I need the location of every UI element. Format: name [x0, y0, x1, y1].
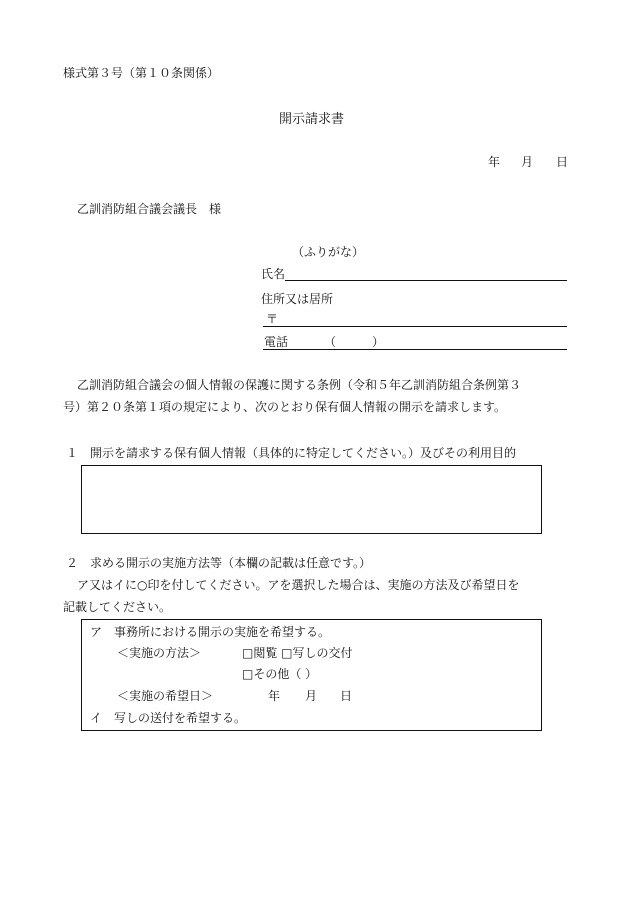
name-label: 氏名 — [261, 267, 286, 281]
section-2-note-line-1: ア又はイに○印を付してください。アを選択した場合は、実施の方法及び希望日を — [77, 578, 520, 592]
preferred-date-month: 月 — [305, 689, 318, 703]
intro-line-1: 乙訓消防組合議会の個人情報の保護に関する条例（令和５年乙訓消防組合条例第３ — [77, 378, 522, 392]
disclosure-method-box — [81, 619, 542, 731]
preferred-date-year: 年 — [268, 689, 281, 703]
personal-info-box[interactable] — [81, 465, 542, 534]
date-month-label: 月 — [521, 155, 534, 169]
method-label: ＜実施の方法＞ — [117, 646, 202, 660]
section-2-note-line-2: 記載してください。 — [63, 600, 172, 614]
address-label: 住所又は居所 — [261, 292, 334, 306]
preferred-date-day: 日 — [340, 689, 353, 703]
method-choices[interactable]: □閲覧 □写しの交付 — [242, 646, 353, 660]
furigana-label: （ふりがな） — [292, 245, 365, 259]
method-other[interactable]: □その他（ ） — [242, 667, 318, 681]
option-a[interactable]: ア 事務所における開示の実施を希望する。 — [90, 625, 331, 639]
date-year-label: 年 — [488, 155, 501, 169]
intro-line-2: 号）第２０条第１項の規定により、次のとおり保有個人情報の開示を請求します。 — [63, 400, 507, 414]
form-number: 様式第３号（第１０条関係） — [63, 66, 220, 80]
addressee: 乙訓消防組合議会議長 様 — [77, 202, 222, 216]
phone-field-line[interactable] — [263, 349, 567, 350]
document-title: 開示請求書 — [279, 112, 345, 127]
address-field-line[interactable] — [263, 326, 567, 327]
date-day-label: 日 — [556, 155, 569, 169]
phone-parens: （ ） — [324, 335, 385, 349]
section-2-heading: ２ 求める開示の実施方法等（本欄の記載は任意です。） — [66, 556, 372, 570]
preferred-date-label: ＜実施の希望日＞ — [117, 689, 214, 703]
option-b[interactable]: イ 写しの送付を希望する。 — [90, 711, 247, 725]
section-1-heading: １ 開示を請求する保有個人情報（具体的に特定してください。）及びその利用目的 — [66, 446, 517, 460]
name-field-line[interactable] — [285, 280, 567, 281]
postal-mark: 〒 — [266, 312, 279, 326]
phone-label: 電話 — [264, 335, 289, 349]
